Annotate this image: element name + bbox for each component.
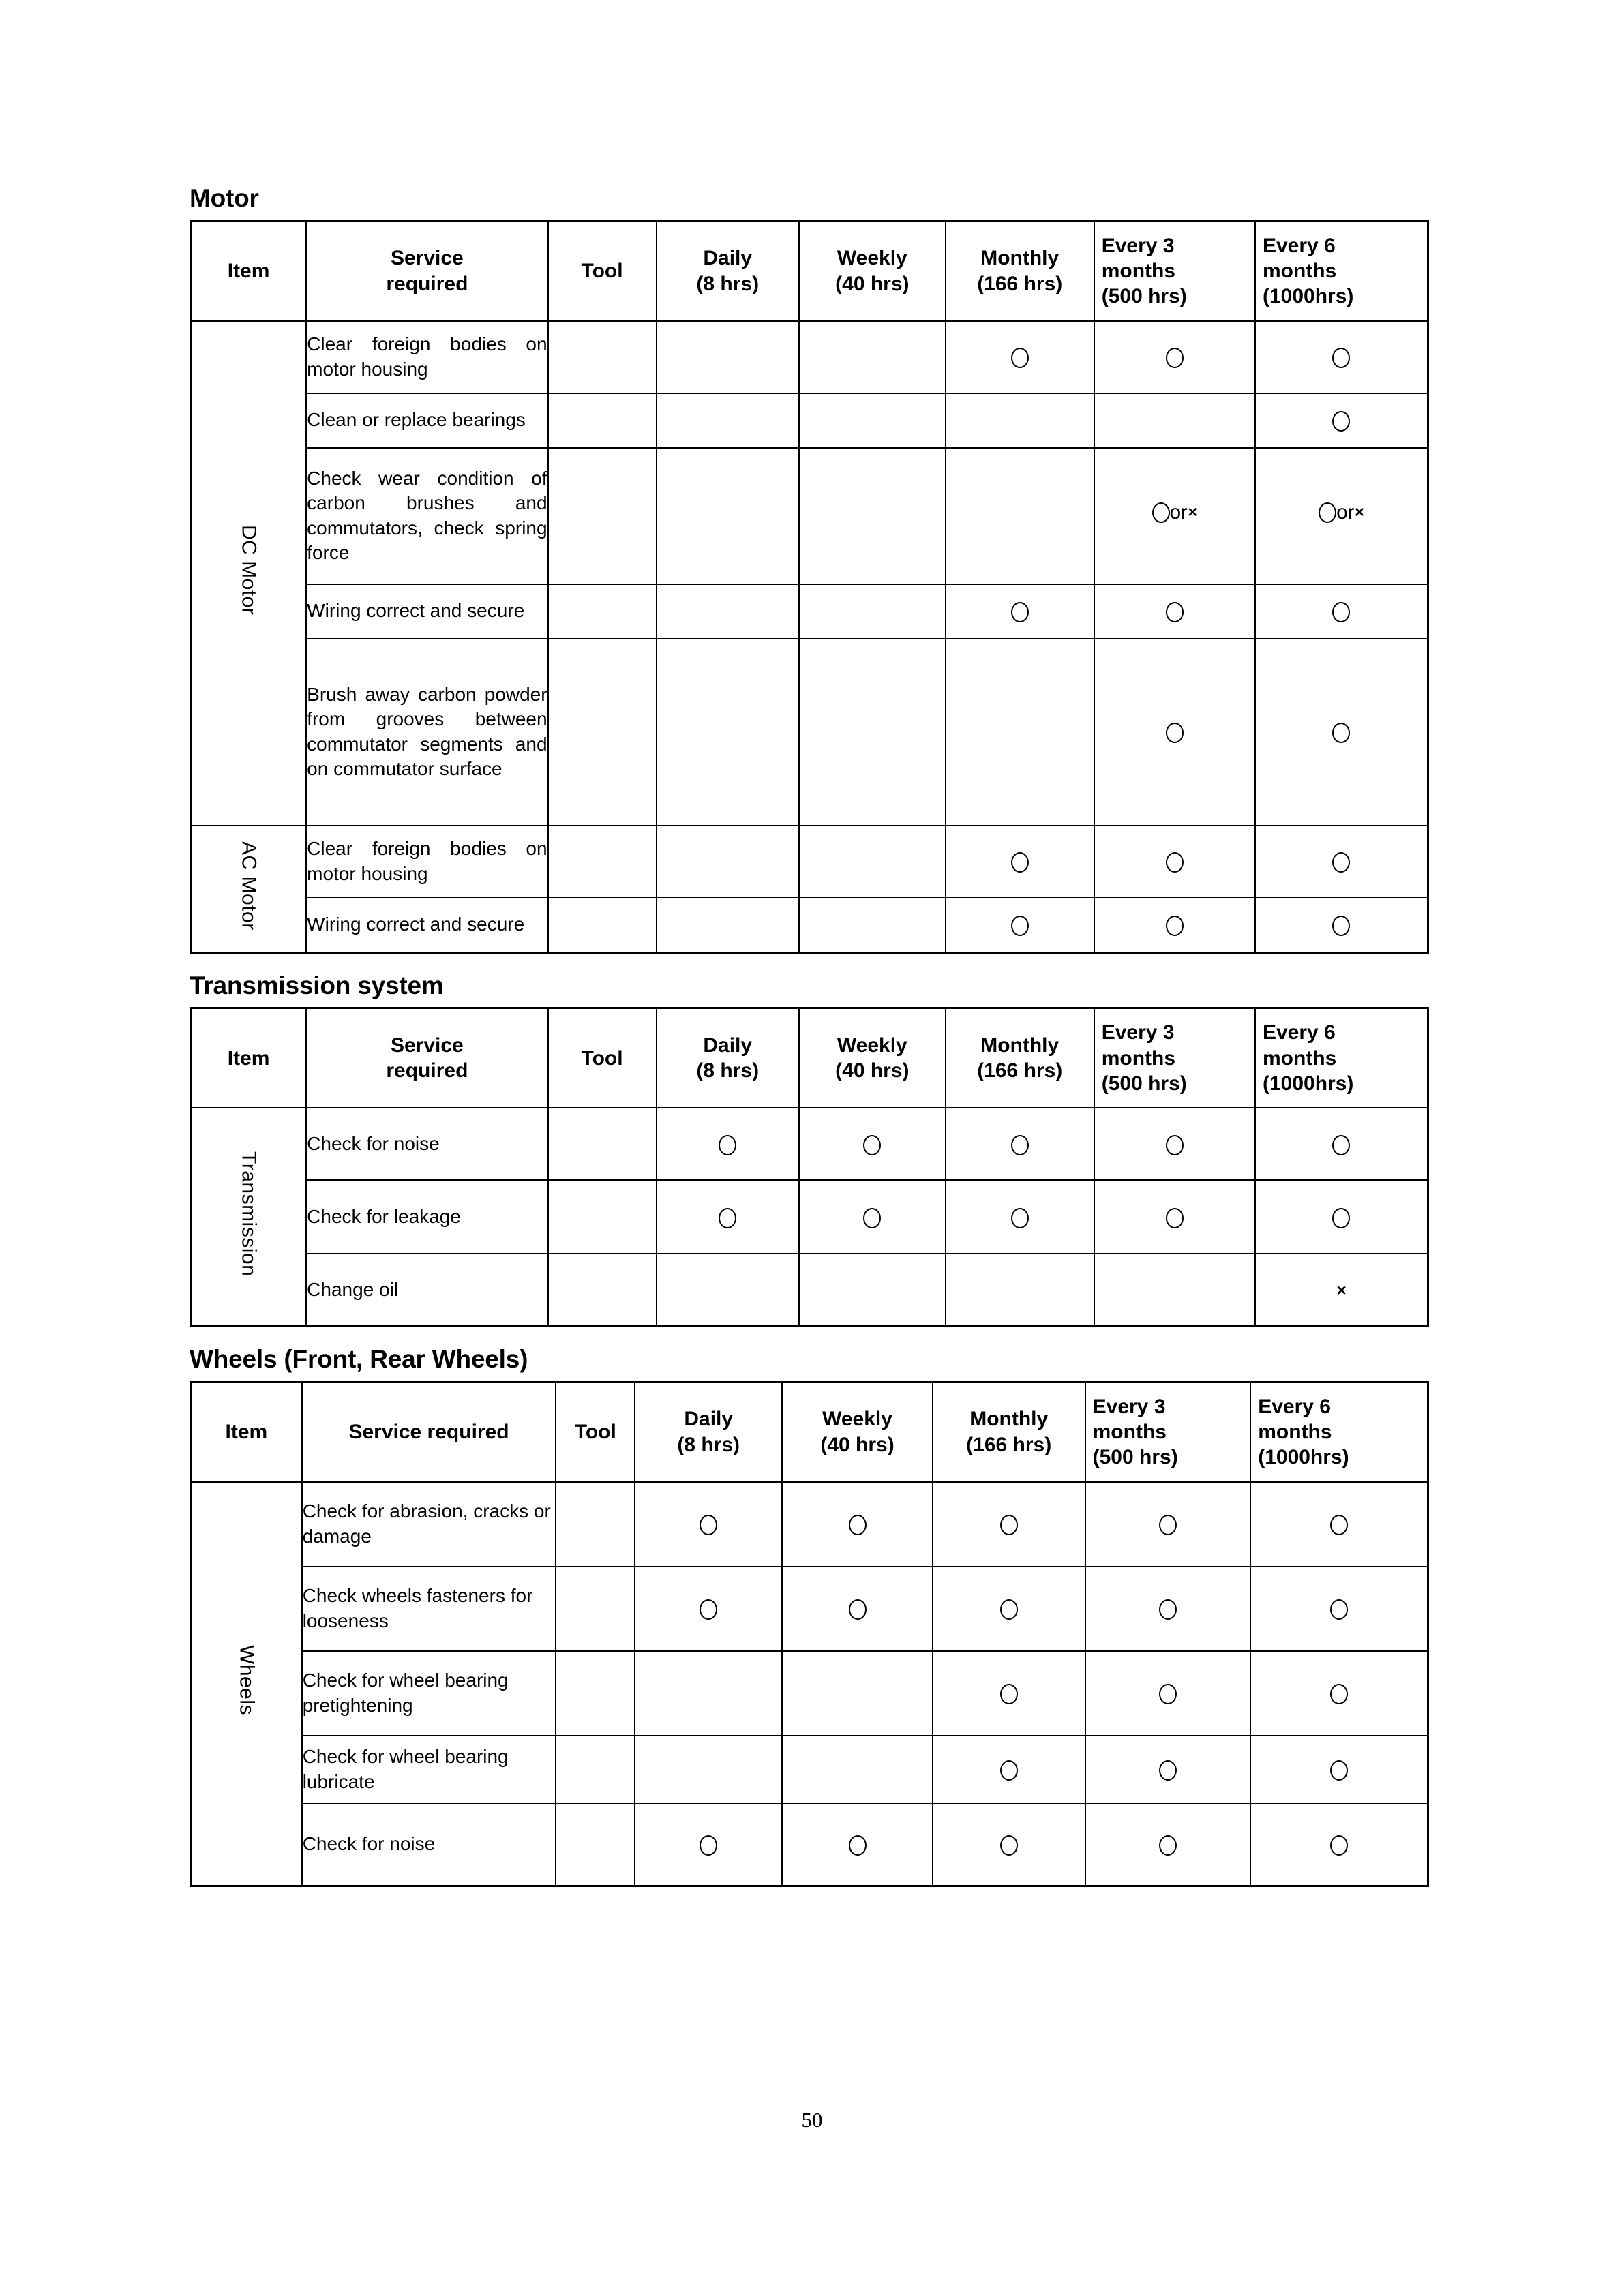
transmission-table-body: [191, 1108, 1428, 1327]
daily-line2: (8 hrs): [696, 272, 760, 295]
section-wheels: [190, 1345, 1437, 1887]
circle-marker-icon: [1332, 916, 1350, 936]
circle-marker-icon: [1159, 1684, 1177, 1704]
cell-tool: [556, 1736, 635, 1804]
table-row: [191, 1108, 1428, 1180]
wheels-schedule-table: [190, 1381, 1429, 1887]
wheels-table-body: [191, 1482, 1428, 1886]
every6-line3: (1000hrs): [1262, 1072, 1354, 1095]
circle-marker-icon: [1330, 1760, 1348, 1781]
cell-tool: [548, 826, 657, 898]
cell-every-6-months: [1255, 898, 1428, 953]
cell-weekly: [799, 1108, 946, 1180]
circle-marker-icon: [700, 1599, 717, 1620]
table-header-row: [191, 221, 1428, 321]
table-header-row: [191, 1008, 1428, 1108]
cell-daily: [635, 1567, 782, 1651]
cell-daily: [657, 1254, 799, 1327]
circle-marker-icon: [1159, 1515, 1177, 1535]
table-row: [191, 584, 1428, 639]
weekly-line2: (40 hrs): [820, 1433, 894, 1456]
cell-every-6-months: [1255, 639, 1428, 826]
cell-weekly: [799, 826, 946, 898]
cell-monthly: [933, 1482, 1085, 1567]
column-header-every-3-months: [1094, 221, 1255, 321]
circle-marker-icon: [1332, 723, 1350, 743]
every6-line1: Every 6: [1262, 234, 1336, 257]
column-header-weekly: [799, 1008, 946, 1108]
circle-marker-icon: [1332, 1208, 1350, 1228]
cell-daily: [635, 1736, 782, 1804]
circle-marker-icon: [700, 1515, 717, 1535]
cell-monthly: [946, 639, 1094, 826]
cell-weekly: [799, 393, 946, 448]
cell-daily: [635, 1804, 782, 1886]
circle-marker-icon: [1332, 602, 1350, 622]
cell-every-6-months: [1255, 321, 1428, 393]
daily-line1: Daily: [684, 1408, 734, 1431]
cell-every-6-months: [1255, 1180, 1428, 1254]
daily-line1: Daily: [703, 1033, 753, 1057]
item-group-dc-motor: [191, 321, 307, 826]
circle-marker-icon: [1011, 916, 1029, 936]
circle-marker-icon: [863, 1135, 881, 1155]
cell-daily: [635, 1651, 782, 1736]
cell-weekly: [799, 898, 946, 953]
column-header-daily: [657, 221, 799, 321]
cell-daily: [657, 1108, 799, 1180]
circle-marker-icon: [1011, 348, 1029, 368]
circle-marker-icon: [1319, 502, 1336, 523]
column-header-monthly: [933, 1382, 1085, 1482]
page-number: 50: [801, 2108, 823, 2132]
cell-every-6-months: [1250, 1651, 1428, 1736]
every3-line2: months: [1101, 1046, 1176, 1070]
item-group-transmission: [191, 1108, 307, 1327]
item-group-label: AC Motor: [237, 841, 260, 931]
every6-line2: months: [1262, 1046, 1337, 1070]
circle-marker-icon: [1166, 1135, 1184, 1155]
column-header-service-required: Service required: [302, 1382, 556, 1482]
daily-line2: (8 hrs): [677, 1433, 740, 1456]
weekly-line1: Weekly: [837, 247, 907, 270]
service-description: Clear foreign bodies on motor housing: [306, 321, 547, 393]
circle-marker-icon: [1000, 1684, 1018, 1704]
cell-every-6-months: [1250, 1736, 1428, 1804]
spacer: [190, 954, 1437, 971]
motor-table-body: [191, 321, 1428, 953]
cell-daily: [657, 639, 799, 826]
cell-tool: [548, 321, 657, 393]
cell-weekly: [782, 1804, 933, 1886]
cell-every-3-months: [1085, 1736, 1251, 1804]
table-row: [191, 1651, 1428, 1736]
service-description: Check for wheel bearing pretightening: [302, 1651, 556, 1736]
cell-weekly: [782, 1567, 933, 1651]
circle-marker-icon: [719, 1135, 736, 1155]
cell-monthly: [933, 1567, 1085, 1651]
every6-line3: (1000hrs): [1258, 1446, 1349, 1469]
every6-line3: (1000hrs): [1262, 285, 1354, 308]
every3-line2: months: [1092, 1421, 1167, 1444]
or-label: or: [1169, 500, 1188, 524]
cell-weekly: [799, 321, 946, 393]
service-description: Change oil: [306, 1254, 547, 1327]
cell-every-6-months: [1255, 826, 1428, 898]
circle-marker-icon: [1000, 1515, 1018, 1535]
cell-every-3-months: [1094, 448, 1255, 584]
table-row: [191, 393, 1428, 448]
cell-tool: [556, 1567, 635, 1651]
every3-line1: Every 3: [1101, 1021, 1175, 1044]
cell-every-6-months: [1255, 393, 1428, 448]
cell-tool: [548, 584, 657, 639]
cell-daily: [635, 1482, 782, 1567]
weekly-line2: (40 hrs): [835, 272, 909, 295]
cell-every-3-months: [1094, 1108, 1255, 1180]
cell-tool: [556, 1804, 635, 1886]
service-description: Wiring correct and secure: [306, 584, 547, 639]
cell-daily: [657, 393, 799, 448]
column-header-tool: Tool: [556, 1382, 635, 1482]
every3-line1: Every 3: [1101, 234, 1175, 257]
service-description: Clean or replace bearings: [306, 393, 547, 448]
section-title-wheels: Wheels (Front, Rear Wheels): [190, 1345, 528, 1374]
monthly-line1: Monthly: [969, 1408, 1049, 1431]
every3-line1: Every 3: [1092, 1395, 1166, 1418]
table-row: [191, 898, 1428, 953]
cell-weekly: [799, 639, 946, 826]
service-description: Check wheels fasteners for looseness: [302, 1567, 556, 1651]
cell-monthly: [946, 448, 1094, 584]
cell-weekly: [782, 1736, 933, 1804]
circle-marker-icon: [1152, 502, 1170, 523]
circle-marker-icon: [1330, 1684, 1348, 1704]
circle-marker-icon: [1011, 1208, 1029, 1228]
service-description: Check wear condition of carbon brushes and commutators, check spring force: [306, 448, 547, 584]
column-header-weekly: [782, 1382, 933, 1482]
item-group-ac-motor: [191, 826, 307, 953]
daily-line1: Daily: [703, 247, 753, 270]
cell-every-6-months: [1250, 1804, 1428, 1886]
cell-tool: [548, 1180, 657, 1254]
cell-monthly: [946, 826, 1094, 898]
cell-tool: [548, 639, 657, 826]
cell-daily: [657, 826, 799, 898]
cell-monthly: [946, 898, 1094, 953]
cell-every-3-months: [1094, 584, 1255, 639]
circle-marker-icon: [1330, 1599, 1348, 1620]
weekly-line2: (40 hrs): [835, 1059, 909, 1083]
circle-marker-icon: [1159, 1599, 1177, 1620]
table-row: [191, 1254, 1428, 1327]
item-group-label: DC Motor: [237, 524, 260, 616]
cell-every-3-months: [1094, 1180, 1255, 1254]
circle-marker-icon: [1166, 1208, 1184, 1228]
service-description: Check for noise: [302, 1804, 556, 1886]
service-description: Clear foreign bodies on motor housing: [306, 826, 547, 898]
circle-marker-icon: [1011, 852, 1029, 873]
section-title-transmission-system: Transmission system: [190, 971, 444, 999]
weekly-line1: Weekly: [837, 1033, 907, 1057]
cell-monthly: [933, 1736, 1085, 1804]
monthly-line2: (166 hrs): [977, 272, 1063, 295]
cross-marker-icon: ×: [1354, 502, 1364, 522]
page-content: [190, 184, 1437, 1887]
service-required-line2: required: [386, 272, 468, 295]
cross-marker-icon: ×: [1336, 1280, 1347, 1300]
cell-every-6-months: [1250, 1482, 1428, 1567]
monthly-line1: Monthly: [980, 247, 1059, 270]
every3-line2: months: [1101, 259, 1176, 282]
cell-every-3-months: [1085, 1804, 1251, 1886]
service-description: Brush away carbon powder from grooves between commutator segments and on commutator surface: [306, 639, 547, 826]
circle-marker-icon: [1166, 348, 1184, 368]
every3-line3: (500 hrs): [1092, 1446, 1178, 1469]
cell-daily: [657, 1180, 799, 1254]
cell-daily: [657, 448, 799, 584]
column-header-tool: Tool: [548, 1008, 657, 1108]
cross-marker-icon: ×: [1188, 502, 1198, 522]
cell-daily: [657, 584, 799, 639]
cell-weekly: [782, 1482, 933, 1567]
column-header-monthly: [946, 221, 1094, 321]
cell-every-3-months: [1094, 393, 1255, 448]
every3-line3: (500 hrs): [1101, 1072, 1187, 1095]
circle-marker-icon: [849, 1515, 867, 1535]
section-transmission-system: [190, 971, 1437, 1328]
monthly-line2: (166 hrs): [977, 1059, 1063, 1083]
table-row: [191, 826, 1428, 898]
service-required-line1: Service: [390, 1033, 464, 1057]
column-header-tool: Tool: [548, 221, 657, 321]
service-description: Check for noise: [306, 1108, 547, 1180]
section-title-motor: Motor: [190, 184, 259, 212]
cell-tool: [548, 393, 657, 448]
circle-marker-icon: [1166, 916, 1184, 936]
table-row: [191, 1482, 1428, 1567]
cell-weekly: [799, 1254, 946, 1327]
service-description: Check for wheel bearing lubricate: [302, 1736, 556, 1804]
circle-marker-icon: [1166, 602, 1184, 622]
circle-marker-icon: [1166, 852, 1184, 873]
item-group-label: Transmission: [237, 1151, 260, 1277]
column-header-service-required: [306, 1008, 547, 1108]
service-description: Wiring correct and secure: [306, 898, 547, 953]
cell-every-3-months: [1094, 826, 1255, 898]
column-header-every-6-months: [1255, 221, 1428, 321]
cell-tool: [548, 448, 657, 584]
cell-monthly: [946, 1180, 1094, 1254]
motor-schedule-table: [190, 220, 1429, 954]
cell-daily: [657, 321, 799, 393]
section-motor: [190, 184, 1437, 954]
or-label: or: [1336, 500, 1354, 524]
circle-marker-icon: [1166, 723, 1184, 743]
circle-marker-icon: [1332, 411, 1350, 432]
column-header-monthly: [946, 1008, 1094, 1108]
circle-or-cross-marker: [1152, 502, 1198, 523]
cell-weekly: [782, 1651, 933, 1736]
table-row: [191, 1567, 1428, 1651]
every6-line1: Every 6: [1262, 1021, 1336, 1044]
cell-every-6-months: [1255, 1254, 1428, 1327]
service-description: Check for abrasion, cracks or damage: [302, 1482, 556, 1567]
cell-every-6-months: [1255, 448, 1428, 584]
cell-monthly: [933, 1651, 1085, 1736]
cell-monthly: [946, 1254, 1094, 1327]
column-header-service-required: [306, 221, 547, 321]
table-header-row: [191, 1382, 1428, 1482]
cell-every-6-months: [1255, 584, 1428, 639]
item-group-wheels: [191, 1482, 302, 1886]
column-header-every-3-months: [1094, 1008, 1255, 1108]
cell-monthly: [946, 1108, 1094, 1180]
cell-every-3-months: [1094, 639, 1255, 826]
weekly-line1: Weekly: [822, 1408, 892, 1431]
cell-weekly: [799, 584, 946, 639]
circle-marker-icon: [1159, 1835, 1177, 1856]
item-group-label: Wheels: [235, 1645, 258, 1716]
circle-marker-icon: [719, 1208, 736, 1228]
table-row: [191, 1180, 1428, 1254]
cell-tool: [548, 1254, 657, 1327]
every6-line2: months: [1262, 259, 1337, 282]
column-header-weekly: [799, 221, 946, 321]
column-header-every-6-months: [1255, 1008, 1428, 1108]
table-row: [191, 639, 1428, 826]
circle-marker-icon: [1000, 1835, 1018, 1856]
cell-every-3-months: [1094, 1254, 1255, 1327]
circle-marker-icon: [849, 1835, 867, 1856]
every3-line3: (500 hrs): [1101, 285, 1187, 308]
cell-monthly: [946, 584, 1094, 639]
circle-marker-icon: [1011, 602, 1029, 622]
table-row: [191, 1804, 1428, 1886]
cell-every-3-months: [1085, 1567, 1251, 1651]
circle-marker-icon: [849, 1599, 867, 1620]
every6-line1: Every 6: [1258, 1395, 1331, 1418]
circle-marker-icon: [1332, 852, 1350, 873]
column-header-daily: [635, 1382, 782, 1482]
cell-monthly: [933, 1804, 1085, 1886]
circle-marker-icon: [863, 1208, 881, 1228]
circle-marker-icon: [1011, 1135, 1029, 1155]
circle-marker-icon: [1332, 348, 1350, 368]
monthly-line2: (166 hrs): [966, 1433, 1052, 1456]
circle-marker-icon: [1330, 1835, 1348, 1856]
cell-weekly: [799, 1180, 946, 1254]
cell-tool: [548, 1108, 657, 1180]
service-required-line1: Service: [390, 247, 464, 270]
monthly-line1: Monthly: [980, 1033, 1059, 1057]
circle-marker-icon: [1000, 1599, 1018, 1620]
cell-every-3-months: [1085, 1482, 1251, 1567]
column-header-daily: [657, 1008, 799, 1108]
column-header-item: Item: [191, 1008, 307, 1108]
circle-marker-icon: [1332, 1135, 1350, 1155]
cell-weekly: [799, 448, 946, 584]
circle-marker-icon: [1159, 1760, 1177, 1781]
cell-tool: [548, 898, 657, 953]
spacer: [190, 1327, 1437, 1345]
circle-marker-icon: [1000, 1760, 1018, 1781]
column-header-item: Item: [191, 1382, 302, 1482]
daily-line2: (8 hrs): [696, 1059, 760, 1083]
circle-marker-icon: [1330, 1515, 1348, 1535]
transmission-schedule-table: [190, 1007, 1429, 1327]
cell-tool: [556, 1651, 635, 1736]
column-header-every-6-months: [1250, 1382, 1428, 1482]
cell-tool: [556, 1482, 635, 1567]
cell-every-6-months: [1250, 1567, 1428, 1651]
table-row: [191, 1736, 1428, 1804]
cell-monthly: [946, 321, 1094, 393]
cell-monthly: [946, 393, 1094, 448]
cell-every-6-months: [1255, 1108, 1428, 1180]
table-row: [191, 321, 1428, 393]
cell-every-3-months: [1094, 321, 1255, 393]
circle-or-cross-marker: [1319, 502, 1364, 523]
service-description: Check for leakage: [306, 1180, 547, 1254]
cell-every-3-months: [1085, 1651, 1251, 1736]
table-row: [191, 448, 1428, 584]
column-header-every-3-months: [1085, 1382, 1251, 1482]
column-header-item: Item: [191, 221, 307, 321]
every6-line2: months: [1258, 1421, 1332, 1444]
cell-every-3-months: [1094, 898, 1255, 953]
circle-marker-icon: [700, 1835, 717, 1856]
cell-daily: [657, 898, 799, 953]
service-required-line2: required: [386, 1059, 468, 1083]
